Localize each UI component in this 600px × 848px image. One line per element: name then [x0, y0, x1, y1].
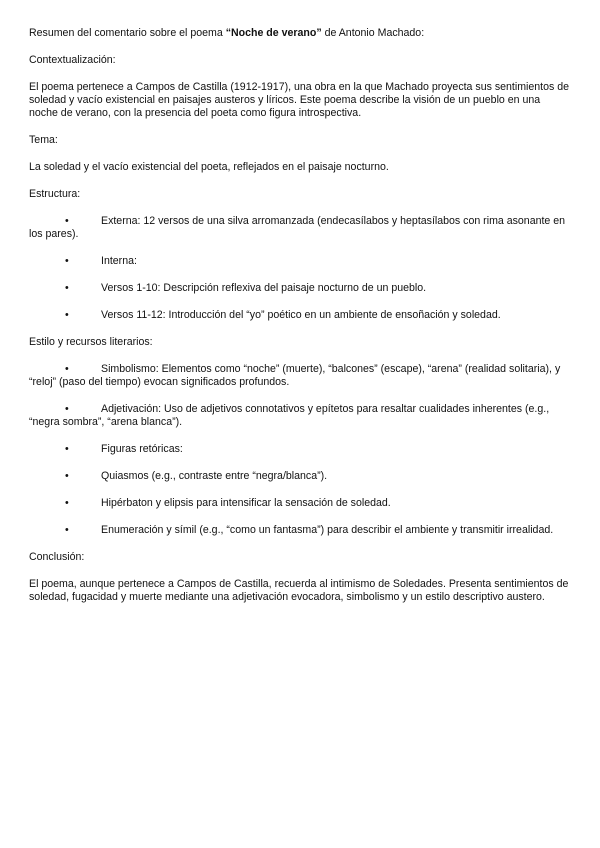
bullet-icon: • — [65, 255, 69, 267]
list-item — [29, 403, 571, 429]
list-item-text: Figuras retóricas: — [101, 443, 183, 455]
poem-title: “Noche de verano” — [225, 27, 322, 39]
list-item-text: Versos 1-10: Descripción reflexiva del paisaje nocturno de un pueblo. — [101, 282, 427, 294]
title-suffix: de Antonio Machado: — [321, 27, 425, 39]
heading-tema: Tema: — [29, 134, 58, 146]
bullet-icon: • — [65, 443, 69, 455]
bullet-icon: • — [65, 282, 69, 294]
list-item-text: Enumeración y símil (e.g., “como un fantasma”) para describir el ambiente y transmitir irrealidad. — [101, 524, 554, 536]
bullet-icon: • — [65, 403, 69, 415]
list-item-text: Hipérbaton y elipsis para intensificar la sensación de soledad. — [101, 497, 391, 509]
bullet-icon: • — [65, 215, 69, 227]
list-item — [29, 282, 571, 295]
list-item-text: Externa: 12 versos de una silva arromanzada (endecasílabos y heptasílabos con rima asonante en los pares). — [29, 215, 566, 240]
conclusion-text: El poema, aunque pertenece a Campos de Castilla, recuerda al intimismo de Soledades. Presenta sentimientos de soledad, fugacidad y muerte mediante una adjetivación evocadora, simbolismo y un estilo descriptivo austero. — [29, 578, 569, 603]
title-prefix: Resumen del comentario sobre el poema — [29, 27, 226, 39]
list-item — [29, 215, 571, 241]
list-item — [29, 443, 571, 456]
list-item — [29, 497, 571, 510]
tema-text: La soledad y el vacío existencial del poeta, reflejados en el paisaje nocturno. — [29, 161, 389, 173]
heading-contextualizacion: Contextualización: — [29, 54, 116, 66]
list-item — [29, 470, 571, 483]
bullet-icon: • — [65, 470, 69, 482]
heading-conclusion: Conclusión: — [29, 551, 85, 563]
list-item-text: Interna: — [101, 255, 137, 267]
list-item — [29, 363, 571, 389]
list-item-text: Quiasmos (e.g., contraste entre “negra/blanca”). — [101, 470, 328, 482]
document-title — [29, 27, 571, 40]
contextualizacion-text: El poema pertenece a Campos de Castilla (1912-1917), una obra en la que Machado proyecta sus sentimientos de soledad y vacío existencial en paisajes austeros y líricos. Este poema describe la visión de un pueblo en una noche de verano, con la presencia del poeta como figura introspectiva. — [29, 81, 570, 119]
list-item-text: Simbolismo: Elementos como “noche” (muerte), “balcones” (escape), “arena” (realidad solitaria), y “reloj” (paso del tiempo) evocan significados profundos. — [29, 363, 561, 388]
bullet-icon: • — [65, 497, 69, 509]
list-item — [29, 255, 571, 268]
list-item-text: Adjetivación: Uso de adjetivos connotativos y epítetos para resaltar cualidades inherentes (e.g., “negra sombra”, “arena blanca”). — [29, 403, 550, 428]
list-item — [29, 309, 571, 322]
bullet-icon: • — [65, 363, 69, 375]
list-item — [29, 524, 571, 537]
bullet-icon: • — [65, 309, 69, 321]
heading-estructura: Estructura: — [29, 188, 81, 200]
bullet-icon: • — [65, 524, 69, 536]
heading-estilo: Estilo y recursos literarios: — [29, 336, 153, 348]
list-item-text: Versos 11-12: Introducción del “yo” poético en un ambiente de ensoñación y soledad. — [101, 309, 501, 321]
